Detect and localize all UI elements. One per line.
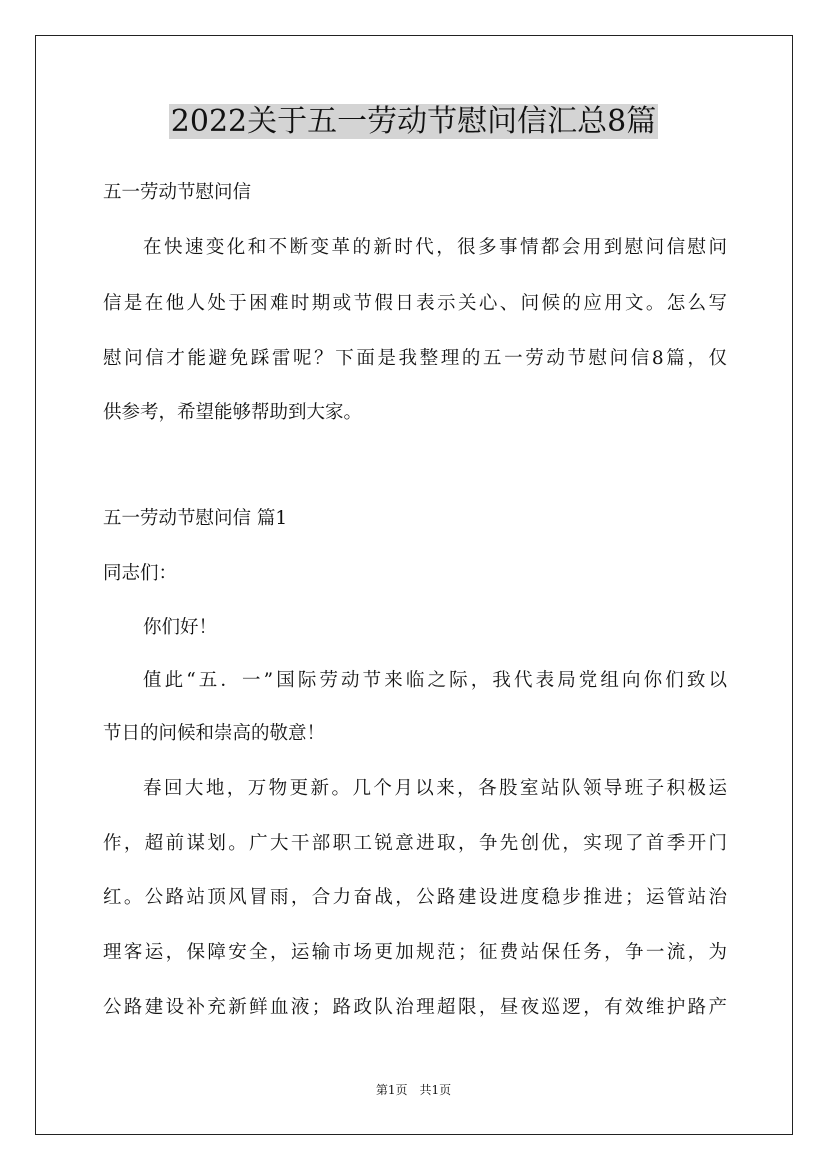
intro-line-4: 供参考，希望能够帮助到大家。 bbox=[103, 402, 363, 423]
para2-line-5: 公路建设补充新鲜血液；路政队治理超限，昼夜巡逻，有效维护路产 bbox=[103, 997, 727, 1018]
intro-line-2: 信是在他人处于困难时期或节假日表示关心、问候的应用文。怎么写 bbox=[103, 293, 727, 314]
para2-line-2: 作，超前谋划。广大干部职工锐意进取，争先创优，实现了首季开门 bbox=[103, 833, 727, 854]
para2-line-1: 春回大地，万物更新。几个月以来，各股室站队领导班子积极运 bbox=[143, 778, 727, 799]
page-number: 第1页 共1页 bbox=[375, 1083, 452, 1097]
document-title bbox=[0, 100, 827, 144]
intro-line-1: 在快速变化和不断变革的新时代，很多事情都会用到慰问信慰问 bbox=[143, 237, 727, 258]
para2-line-4: 理客运，保障安全，运输市场更加规范；征费站保任务，争一流，为 bbox=[103, 942, 727, 963]
section-heading: 五一劳动节慰问信 篇1 bbox=[103, 508, 288, 529]
para1-line-1: 值此“五．一”国际劳动节来临之际，我代表局党组向你们致以 bbox=[143, 670, 727, 691]
para1-line-2: 节日的问候和崇高的敬意！ bbox=[103, 723, 326, 744]
salutation: 同志们： bbox=[103, 563, 178, 584]
intro-heading: 五一劳动节慰问信 bbox=[103, 182, 252, 203]
document-title-text: 2022关于五一劳动节慰问信汇总8篇 bbox=[170, 104, 657, 139]
para2-line-3: 红。公路站顶风冒雨，合力奋战，公路建设进度稳步推进；运管站治 bbox=[103, 887, 727, 908]
intro-line-3: 慰问信才能避免踩雷呢？下面是我整理的五一劳动节慰问信8篇，仅 bbox=[103, 348, 727, 369]
greeting: 你们好！ bbox=[143, 617, 218, 638]
